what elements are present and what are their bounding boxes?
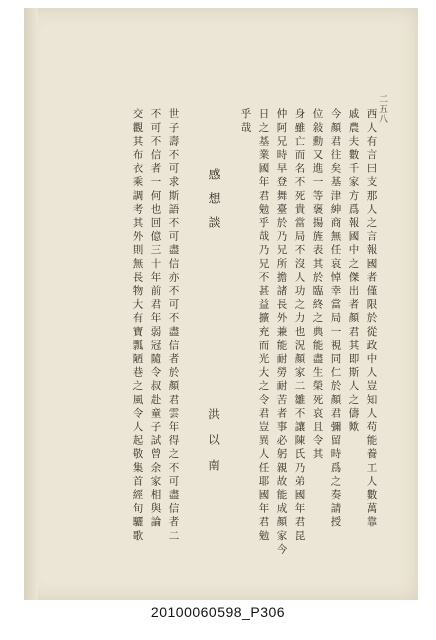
- text-column: 仲阿兄時早登舞臺於乃兄所擔諸長外兼能耐勞耐苦者事必躬親故能成顏家今: [275, 108, 288, 557]
- text-column: 位敍勳又進一等褒揚旌表其於臨終之典能盡生榮死哀且令其: [311, 108, 324, 462]
- book-page: [24, 8, 418, 600]
- section-title: 感想談: [207, 168, 221, 240]
- text-column: 乎哉: [239, 108, 252, 136]
- text-column: 西人有言曰支那人之言報國者僅限於從政中人豈知人苟能養工人數萬靠: [365, 108, 378, 530]
- text-column: 身雖亡而名不死貴當局不沒人功之力也況顏家二雛不讓陳氏乃弟國年君昆: [293, 108, 306, 544]
- text-column: 交觀其布衣乘調考其外則無長物大有寶瓢陋巷之風令人起敬集首經旬驪歌: [131, 108, 144, 544]
- text-column: 今顏君往矣基津紳商無任哀悼幸當局一視同仁於顏君彌留時爲之奏請授: [329, 108, 342, 530]
- page-gutter-shadow: [24, 8, 38, 600]
- vertical-text-block: [124, 108, 424, 558]
- text-column: 戚農夫數千家方爲報國中之傑出者顏君其即斯人之儔歟: [347, 108, 360, 435]
- image-caption: 20100060598_P306: [150, 604, 286, 620]
- text-column: 世子壽不可求斯語不可盡信亦不可不盡信者於顏君雲年得之不可盡信者二: [167, 108, 180, 544]
- text-column: 日之基業國年君勉乎哉乃兄不甚益擴充而光大之令君豈異人任耶國年君勉: [257, 108, 270, 544]
- page-number: 二五八: [377, 94, 387, 124]
- text-column: 不可不信者一何也回億三十年前君年弱冠隨令叔赴童子試曾余家相與論: [149, 108, 162, 530]
- section-author: 洪以南: [207, 408, 221, 485]
